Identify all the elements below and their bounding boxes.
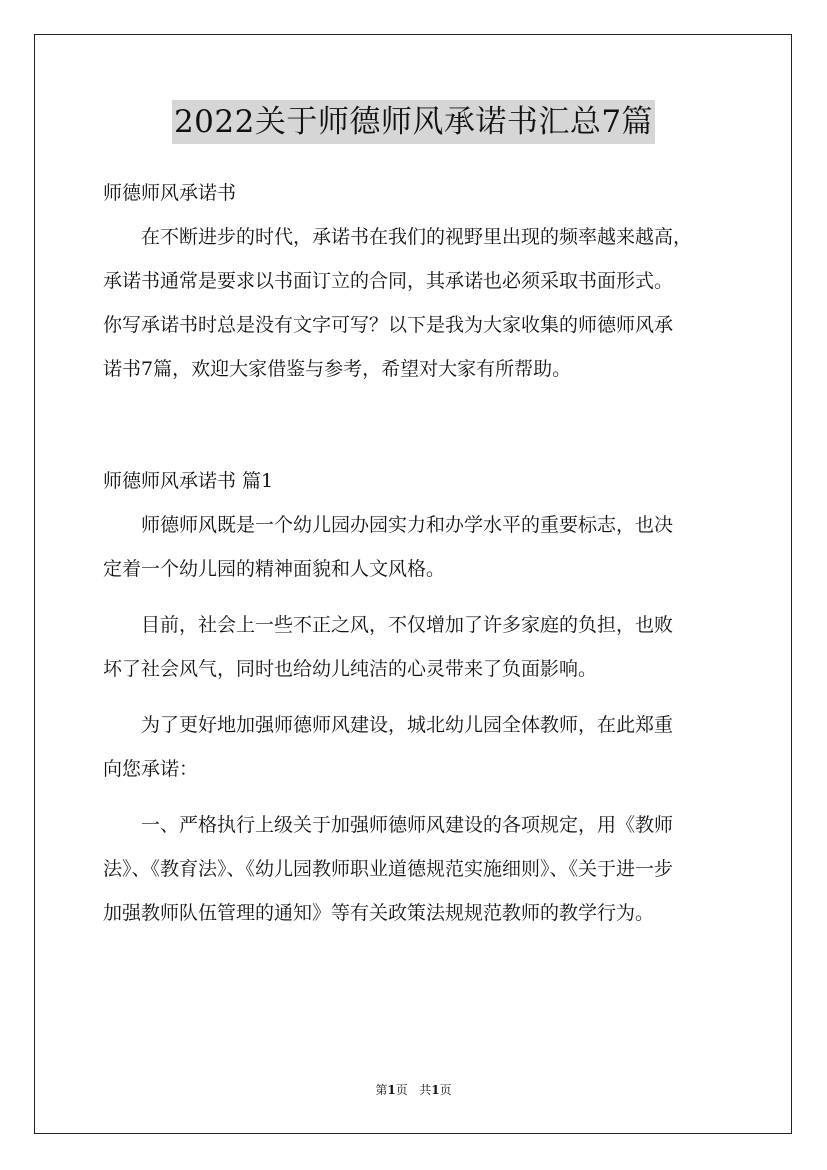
paragraph-line: 目前，社会上一些不正之风，不仅增加了许多家庭的负担，也败 xyxy=(141,614,674,636)
intro-line: 在不断进步的时代，承诺书在我们的视野里出现的频率越来越高， xyxy=(141,226,693,248)
section1-paragraph-3 xyxy=(103,703,733,791)
document-body xyxy=(103,171,733,947)
intro-line: 承诺书通常是要求以书面订立的合同，其承诺也必须采取书面形式。 xyxy=(103,270,674,292)
page-current: 1 xyxy=(387,1083,396,1097)
section1-paragraph-2 xyxy=(103,603,733,691)
paragraph-line: 师德师风既是一个幼儿园办园实力和办学水平的重要标志，也决 xyxy=(141,514,674,536)
intro-line: 诺书7篇，欢迎大家借鉴与参考，希望对大家有所帮助。 xyxy=(103,358,572,380)
paragraph-line: 加强教师队伍管理的通知》等有关政策法规规范教师的教学行为。 xyxy=(103,902,655,924)
paragraph-line: 向您承诺： xyxy=(103,758,199,780)
document-title: 2022关于师德师风承诺书汇总7篇 xyxy=(172,100,655,144)
paragraph-line: 一、严格执行上级关于加强师德师风建设的各项规定，用《教师 xyxy=(141,814,674,836)
total-pages: 1 xyxy=(431,1083,440,1097)
page-suffix: 页 xyxy=(395,1083,408,1097)
page-prefix: 第 xyxy=(375,1083,388,1097)
paragraph-line: 法》、《教育法》、《幼儿园教师职业道德规范实施细则》、《关于进一步 xyxy=(103,858,674,880)
title-container xyxy=(0,100,827,144)
paragraph-line: 坏了社会风气，同时也给幼儿纯洁的心灵带来了负面影响。 xyxy=(103,658,598,680)
intro-heading: 师德师风承诺书 xyxy=(103,182,237,204)
page-total xyxy=(419,1083,451,1097)
intro-paragraph xyxy=(103,215,733,391)
intro-line: 你写承诺书时总是没有文字可写？以下是我为大家收集的师德师风承 xyxy=(103,314,674,336)
total-suffix: 页 xyxy=(439,1083,452,1097)
section1-paragraph-1 xyxy=(103,503,733,591)
total-prefix: 共 xyxy=(419,1083,432,1097)
section1-heading: 师德师风承诺书 篇1 xyxy=(103,470,274,492)
page-footer xyxy=(0,1081,827,1099)
section-spacer xyxy=(103,403,733,459)
page-number xyxy=(375,1083,407,1097)
paragraph-line: 定着一个幼儿园的精神面貌和人文风格。 xyxy=(103,558,446,580)
section1-paragraph-4 xyxy=(103,803,733,935)
paragraph-line: 为了更好地加强师德师风建设，城北幼儿园全体教师，在此郑重 xyxy=(141,714,674,736)
